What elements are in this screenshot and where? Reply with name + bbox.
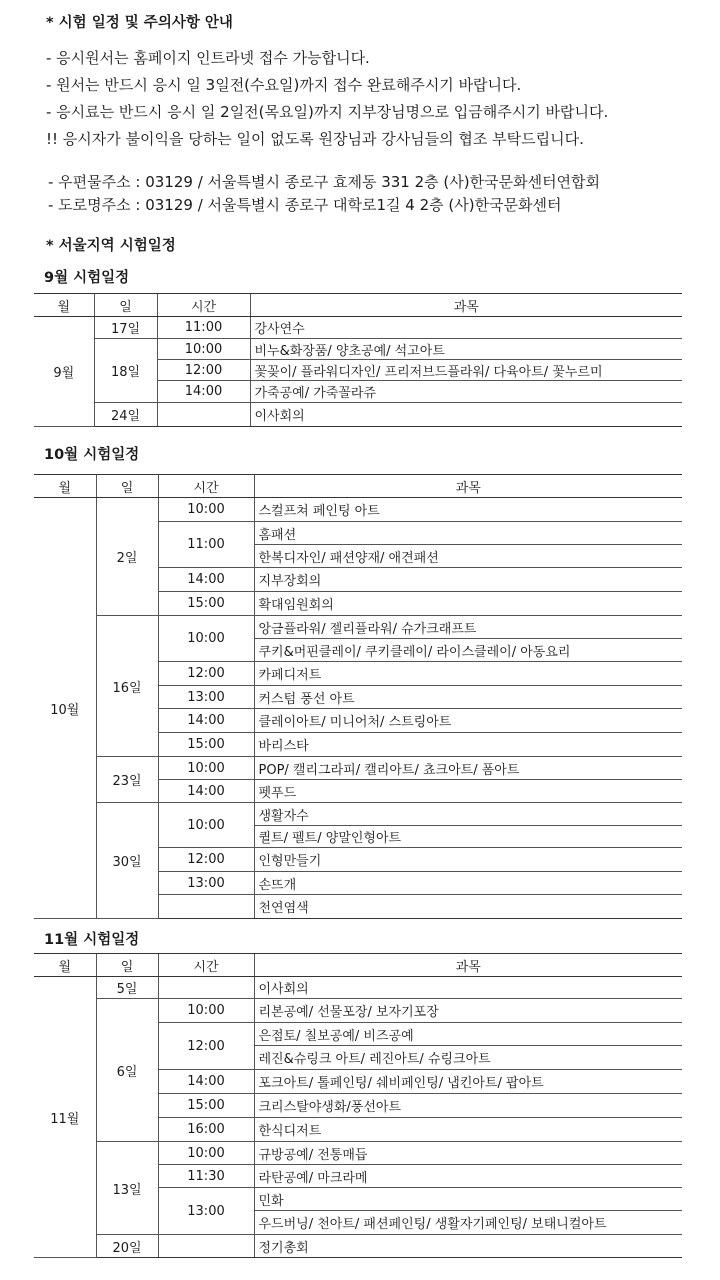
subject-cell: 꽃꽂이/ 플라워디자인/ 프리저브드플라워/ 다육아트/ 꽃누르미 [250,360,682,381]
subject-cell: 천연염색 [254,895,682,919]
day-header: 일 [96,475,158,498]
time-cell [158,977,254,999]
table-header-row [34,954,682,977]
september-title: 9월 시험일정 [44,270,130,286]
september-schedule-table [34,293,682,427]
november-title: 11월 시험일정 [44,932,140,948]
subject-cell: 우드버닝/ 천아트/ 패션페인팅/ 생활자기페인팅/ 보태니컬아트 [254,1211,682,1235]
time-cell: 10:00 [158,498,254,522]
time-header: 시간 [158,954,254,977]
subject-header: 과목 [254,475,682,498]
time-cell: 12:00 [158,848,254,872]
table-row [34,977,682,999]
notice-title: * 시험 일정 및 주의사항 안내 [46,15,233,31]
subject-cell: 인형만들기 [254,848,682,872]
day-cell: 23일 [96,757,158,803]
month-cell: 10월 [34,498,96,919]
time-cell: 10:00 [157,339,250,360]
time-cell: 13:00 [158,1188,254,1235]
time-cell: 13:00 [158,872,254,895]
subject-cell: 클레이아트/ 미니어처/ 스트링아트 [254,709,682,733]
subject-cell: 이사회의 [254,977,682,999]
subject-cell: POP/ 캘리그라피/ 캘리아트/ 쵸크아트/ 폼아트 [254,757,682,780]
day-cell: 24일 [94,403,157,427]
subject-cell: 펫푸드 [254,780,682,803]
day-cell: 16일 [96,616,158,757]
day-header: 일 [94,294,157,317]
notice-line-4: !! 응시자가 불이익을 당하는 일이 없도록 원장님과 강사님들의 협조 부탁드립니다. [46,130,584,148]
day-cell: 5일 [96,977,158,999]
time-cell: 14:00 [158,1070,254,1094]
subject-cell: 정기총회 [254,1235,682,1258]
subject-cell: 지부장회의 [254,568,682,592]
subject-cell: 앙금플라워/ 젤리플라워/ 슈가크래프트 [254,616,682,639]
day-cell: 2일 [96,498,158,616]
month-cell: 9월 [34,317,94,427]
subject-cell: 가죽공예/ 가죽꼴라쥬 [250,381,682,403]
subject-cell: 홈패션 [254,522,682,545]
subject-cell: 바리스타 [254,733,682,757]
month-cell: 11월 [34,977,96,1258]
subject-header: 과목 [250,294,682,317]
time-cell: 14:00 [158,780,254,803]
table-row [34,317,682,339]
subject-cell: 스컬프쳐 페인팅 아트 [254,498,682,522]
day-header: 일 [96,954,158,977]
time-cell: 10:00 [158,1142,254,1165]
time-header: 시간 [157,294,250,317]
time-cell [158,1235,254,1258]
table-row [34,999,682,1023]
subject-cell: 확대임원회의 [254,592,682,616]
subject-cell: 리본공예/ 선물포장/ 보자기포장 [254,999,682,1023]
table-header-row [34,294,682,317]
subject-cell: 민화 [254,1188,682,1211]
subject-cell: 쿠키&머핀클레이/ 쿠키클레이/ 라이스클레이/ 아동요리 [254,639,682,662]
time-cell: 14:00 [158,568,254,592]
time-cell: 15:00 [158,733,254,757]
time-cell: 15:00 [158,592,254,616]
table-row [34,803,682,826]
subject-cell: 커스텀 풍선 아트 [254,686,682,709]
notice-line-2: - 원서는 반드시 응시 일 3일전(수요일)까지 접수 완료해주시기 바랍니다. [46,76,522,94]
subject-cell: 생활자수 [254,803,682,826]
subject-cell: 레진&슈링크 아트/ 레진아트/ 슈링크아트 [254,1046,682,1070]
subject-cell: 이사회의 [250,403,682,427]
subject-cell: 한식디저트 [254,1118,682,1142]
notice-line-1: - 응시원서는 홈페이지 인트라넷 접수 가능합니다. [46,49,370,67]
subject-cell: 포크아트/ 톨페인팅/ 쉐비페인팅/ 냅킨아트/ 팝아트 [254,1070,682,1094]
road-address: - 도로명주소 : 03129 / 서울특별시 종로구 대학로1길 4 2층 (사)한국문화센터 [48,196,562,214]
subject-cell: 라탄공예/ 마크라메 [254,1165,682,1188]
time-cell: 10:00 [158,757,254,780]
subject-cell: 규방공예/ 전통매듭 [254,1142,682,1165]
time-cell: 15:00 [158,1094,254,1118]
time-header: 시간 [158,475,254,498]
day-cell: 13일 [96,1142,158,1235]
time-cell: 11:00 [158,522,254,568]
time-cell: 12:00 [157,360,250,381]
day-cell: 17일 [94,317,157,339]
day-cell: 20일 [96,1235,158,1258]
time-cell: 10:00 [158,999,254,1023]
time-cell: 16:00 [158,1118,254,1142]
month-header: 월 [34,294,94,317]
time-cell: 14:00 [157,381,250,403]
table-header-row [34,475,682,498]
table-row [34,757,682,780]
subject-cell: 카페디저트 [254,662,682,686]
subject-header: 과목 [254,954,682,977]
time-cell: 11:00 [157,317,250,339]
day-cell: 6일 [96,999,158,1142]
subject-cell: 강사연수 [250,317,682,339]
month-header: 월 [34,954,96,977]
time-cell: 12:00 [158,662,254,686]
time-cell: 12:00 [158,1023,254,1070]
table-row [34,339,682,360]
table-row [34,1235,682,1258]
subject-cell: 은점토/ 칠보공예/ 비즈공예 [254,1023,682,1046]
table-row [34,403,682,427]
subject-cell: 손뜨개 [254,872,682,895]
time-cell: 11:30 [158,1165,254,1188]
subject-cell: 비누&화장품/ 양초공예/ 석고아트 [250,339,682,360]
table-row [34,1142,682,1165]
october-schedule-table [34,474,682,919]
time-cell: 13:00 [158,686,254,709]
table-row [34,616,682,639]
time-cell [157,403,250,427]
table-row [34,498,682,522]
subject-cell: 크리스탈야생화/풍선아트 [254,1094,682,1118]
notice-line-3: - 응시료는 반드시 응시 일 2일전(목요일)까지 지부장님명으로 입금해주시기 바랍니다. [46,103,609,121]
time-cell: 10:00 [158,803,254,848]
time-cell: 10:00 [158,616,254,662]
day-cell: 18일 [94,339,157,403]
postal-address: - 우편물주소 : 03129 / 서울특별시 종로구 효제동 331 2층 (사)한국문화센터연합회 [48,173,601,191]
november-schedule-table [34,953,682,1258]
region-title: * 서울지역 시험일정 [46,238,176,254]
day-cell: 30일 [96,803,158,919]
october-title: 10월 시험일정 [44,447,140,463]
subject-cell: 퀼트/ 펠트/ 양말인형아트 [254,826,682,848]
subject-cell: 한복디자인/ 패션양재/ 애견패션 [254,545,682,568]
month-header: 월 [34,475,96,498]
time-cell [158,895,254,919]
time-cell: 14:00 [158,709,254,733]
